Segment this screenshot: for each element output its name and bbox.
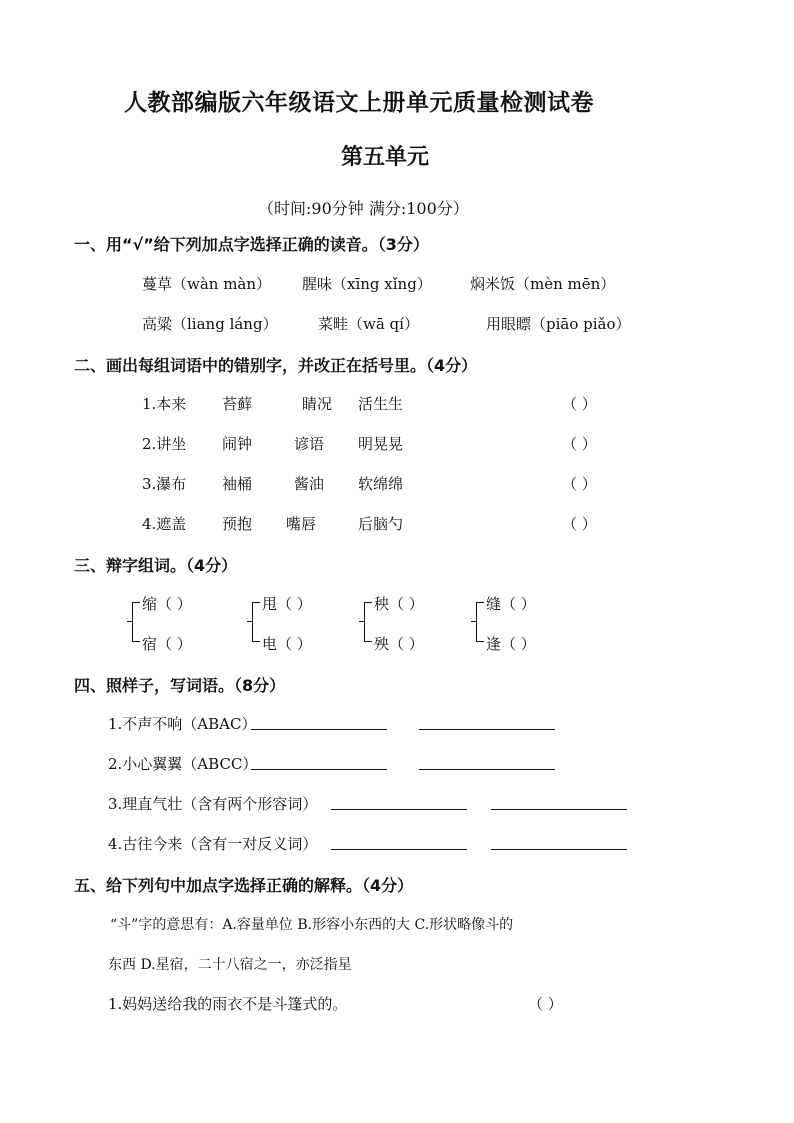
sec2-word: 闹钟 <box>222 435 253 453</box>
definition-line: “斗”字的意思有：A.容量单位 B.形容小东西的大 C.形状略像斗的 <box>110 917 514 933</box>
definition-line: 东西 D.星宿，二十八宿之一，亦泛指星 <box>108 957 352 973</box>
answer-paren[interactable]: （ ） <box>562 515 597 533</box>
sec2-word: 4.遮盖 <box>142 515 187 533</box>
sec2-word: 酱油 <box>294 475 325 493</box>
answer-line[interactable] <box>331 794 467 814</box>
section-3-heading: 三、辩字组词。（4分） <box>74 556 238 575</box>
sec5-question: 1.妈妈送给我的雨衣不是斗篷式的。 <box>108 995 348 1013</box>
sec1-item: 菜畦（wā qí） <box>318 315 419 333</box>
section-5-heading: 五、给下列句中加点字选择正确的解释。（4分） <box>74 876 414 895</box>
sec2-word: 3.瀑布 <box>142 475 187 493</box>
sec2-word: 软绵绵 <box>358 475 404 493</box>
sec4-item <box>108 713 256 734</box>
answer-line[interactable] <box>419 754 555 774</box>
sec2-word: 谚语 <box>294 435 325 453</box>
sec1-item: 高粱（liang láng） <box>142 315 278 333</box>
sec2-word: 后脑勺 <box>358 515 404 533</box>
brace-icon <box>364 602 372 642</box>
sec1-item: 焖米饭（mèn mēn） <box>470 275 616 293</box>
sec2-word: 预抱 <box>222 515 253 533</box>
brace-icon <box>132 602 140 642</box>
answer-paren[interactable]: （ ） <box>562 395 597 413</box>
section-2-heading: 二、画出每组词语中的错别字，并改正在括号里。（4分） <box>74 356 478 375</box>
sec2-word: 1.本来 <box>142 395 187 413</box>
char-pair-bottom[interactable]: 电（ ） <box>262 635 312 653</box>
answer-line[interactable] <box>251 714 387 734</box>
answer-line[interactable] <box>331 834 467 854</box>
char-pair-top[interactable]: 秧（ ） <box>374 595 424 613</box>
sec2-word: 活生生 <box>358 395 404 413</box>
sec2-word: 袖桶 <box>222 475 253 493</box>
sec2-word: 苔藓 <box>222 395 253 413</box>
sec1-item: 蔓草（wàn màn） <box>142 275 272 293</box>
sec1-item: 腥味（xīng xǐng） <box>302 275 432 293</box>
brace-icon <box>252 602 260 642</box>
answer-paren[interactable]: （ ） <box>562 435 597 453</box>
sec4-prompt: 2.小心翼翼（ABCC） <box>108 755 258 773</box>
answer-line[interactable] <box>419 714 555 734</box>
sec2-word: 2.讲坐 <box>142 435 187 453</box>
exam-title: 人教部编版六年级语文上册单元质量检测试卷 <box>124 90 594 116</box>
sec4-item <box>108 793 317 814</box>
char-pair-bottom[interactable]: 殃（ ） <box>374 635 424 653</box>
char-pair-top[interactable]: 缝（ ） <box>486 595 536 613</box>
sec2-word: 睛况 <box>302 395 333 413</box>
brace-icon <box>476 602 484 642</box>
time-info: （时间:90分钟 满分:100分） <box>258 199 469 218</box>
section-4-heading: 四、照样子，写词语。（8分） <box>74 676 286 695</box>
char-pair-bottom[interactable]: 逢（ ） <box>486 635 536 653</box>
sec4-item <box>108 753 257 774</box>
unit-title: 第五单元 <box>341 145 430 170</box>
answer-line[interactable] <box>491 834 627 854</box>
char-pair-top[interactable]: 缩（ ） <box>142 595 192 613</box>
answer-paren[interactable]: （ ） <box>562 475 597 493</box>
char-pair-bottom[interactable]: 宿（ ） <box>142 635 192 653</box>
sec4-prompt: 4.古往今来（含有一对反义词） <box>108 835 318 853</box>
sec4-prompt: 3.理直气壮（含有两个形容词） <box>108 795 318 813</box>
sec1-item: 用眼瞟（piāo piǎo） <box>486 315 631 333</box>
sec2-word: 嘴唇 <box>286 515 317 533</box>
char-pair-top[interactable]: 甩（ ） <box>262 595 312 613</box>
sec4-prompt: 1.不声不响（ABAC） <box>108 715 257 733</box>
answer-line[interactable] <box>491 794 627 814</box>
section-1-heading: 一、用“√”给下列加点字选择正确的读音。（3分） <box>74 235 429 254</box>
answer-paren[interactable]: （ ） <box>528 995 563 1013</box>
answer-line[interactable] <box>251 754 387 774</box>
sec2-word: 明晃晃 <box>358 435 404 453</box>
sec4-item <box>108 833 317 854</box>
